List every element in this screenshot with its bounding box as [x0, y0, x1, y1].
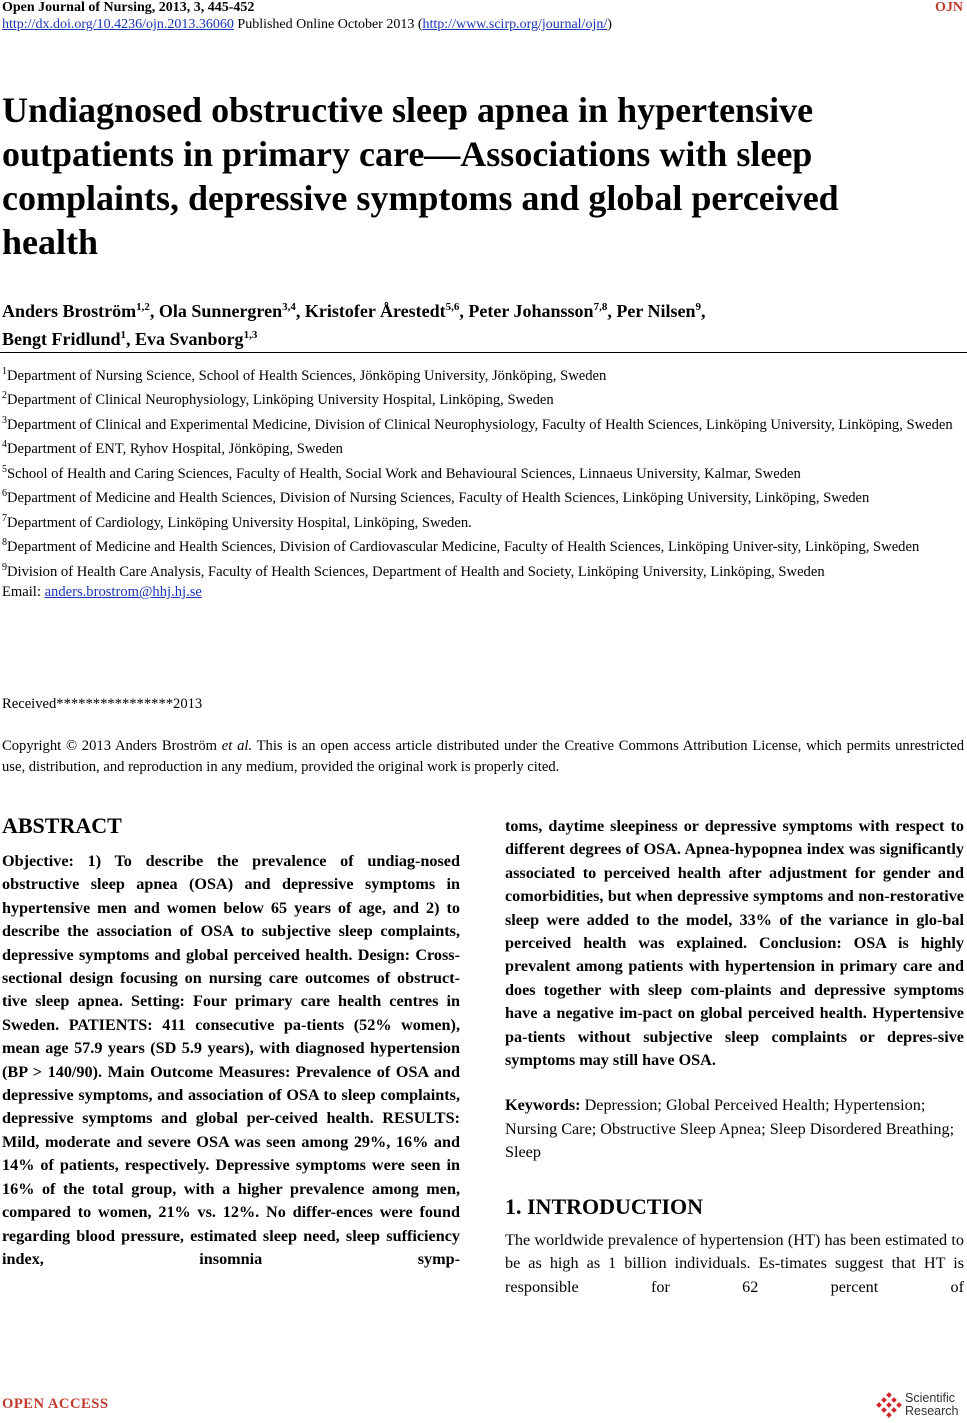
left-column: [2, 812, 460, 1271]
author-name: Anders Broström: [2, 301, 137, 321]
logo-mark-icon: [876, 1392, 902, 1418]
author-name: Ola Sunnergren: [158, 301, 283, 321]
email-label: Email:: [2, 584, 45, 601]
affiliations-block: [2, 362, 964, 603]
author-affiliation-ref: 1,3: [243, 329, 258, 341]
author-affiliation-ref: 3,4: [282, 301, 296, 313]
affiliation: $^4$Department of ENT, Ryhov Hospital, Jönköping, Sweden: [2, 439, 343, 458]
abstract-body-left: Objective: 1) To describe the prevalence of undiag-nosed obstructive sleep apnea (OSA) and depressive symptoms in hypertensive men and women below 65 years of age, and 2) to describe the association of OSA to subjective sleep complaints, depressive symptoms and global perceived health. Design: Cross-sectional design focusing on nursing care outcomes of obstruct-tive sleep apnea. Setting: Four primary care health centres in Sweden. PATIENTS: 411 consecutive pa-tients (52% women), mean age 57.9 years (SD 5.9 years), with diagnosed hypertension (BP > 140/90). Main Outcome Measures: Prevalence of OSA and depressive symptoms, and association of OSA to sleep complaints, depressive symptoms and global per-ceived health. RESULTS: Mild, moderate and severe OSA was seen among 29%, 16% and 14% of patients, respectively. Depressive symptoms were seen in 16% of the total group, with a higher prevalence among men, compared to women, 21% vs. 12%. No differ-ences were found regarding blood pressure, estimated sleep need, sleep sufficiency index, insomnia symp-: [2, 852, 460, 1268]
scientific-research-logo: [876, 1388, 966, 1422]
doi-link[interactable]: http://dx.doi.org/10.4236/ojn.2013.36060: [2, 17, 234, 32]
et-al: et al.: [221, 738, 253, 754]
affiliation: $^9$Division of Health Care Analysis, Faculty of Health Sciences, Department of Health and Society, Linköping University, Linköping, Sweden: [2, 561, 825, 580]
affiliation: $^3$Department of Clinical and Experimental Medicine, Division of Clinical Neurophysiology, Faculty of Health Sciences, Linköping University, Linköping, Sweden: [2, 414, 953, 433]
introduction-heading: 1. INTRODUCTION: [505, 1193, 704, 1219]
affiliation: $^1$Department of Nursing Science, School of Health Sciences, Jönköping University, Jönköping, Sweden: [2, 366, 607, 384]
journal-citation: Open Journal of Nursing, 2013, 3, 445-452: [2, 0, 255, 15]
author-list: Anders Broström$^{1,2}$, Ola Sunnergren$^{3,4}$, Kristofer Årestedt$^{5,6}$, Peter Johansson$^{7,8}$, Per Nilsen$^9$, Bengt Fridlund$^1$, Eva Svanborg$^{1,3}$: [2, 301, 706, 349]
title-divider: [0, 352, 967, 353]
published-text: Published Online October 2013 (: [233, 17, 423, 32]
keywords-text: Depression; Global Perceived Health; Hypertension; Nursing Care; Obstructive Sleep Apnea; Sleep Disordered Breathing; Sleep: [505, 1096, 955, 1162]
author-affiliation-ref: 1,2: [136, 301, 150, 313]
author-name: Eva Svanborg: [135, 329, 244, 349]
abstract-body-right: toms, daytime sleepiness or depressive symptoms with respect to different degrees of OSA. Apnea-hypopnea index was significantly associated to perceived health after adjustment for gender and comorbidities, but when depressive symptoms and non-restorative sleep were added to the model, 33% of the variance in glo-bal perceived health was explained. Conclusion: OSA is highly prevalent among patients with hypertension in primary care and does together with sleep com-plaints and depressive symptoms have a negative im-pact on global perceived health. Hypertensive pa-tients without subjective sleep complaints or depres-sive symptoms may still have OSA.: [505, 817, 964, 1070]
journal-url-link[interactable]: http://www.scirp.org/journal/ojn/: [422, 17, 608, 32]
title-line: complaints, depressive symptoms and global perceived: [2, 178, 839, 218]
email-line: [2, 582, 964, 603]
author-name: Kristofer Årestedt: [304, 301, 446, 321]
author-name: Per Nilsen: [616, 301, 696, 321]
paper-title: [2, 88, 902, 264]
keywords: [505, 1094, 964, 1164]
title-line: health: [2, 222, 99, 262]
title-line: outpatients in primary care—Associations with sleep: [2, 134, 813, 174]
received-date: Received****************2013: [2, 696, 203, 712]
introduction-text: The worldwide prevalence of hypertension (HT) has been estimated to be as high as 1 billion individuals. Es-timates suggest that HT is responsible for 62 percent of: [505, 1230, 964, 1296]
published-close: ): [607, 17, 612, 32]
author-affiliation-ref: 1: [120, 329, 127, 341]
journal-abbreviation: OJN: [935, 0, 963, 15]
author-affiliation-ref: 7,8: [593, 301, 608, 313]
affiliation: $^7$Department of Cardiology, Linköping University Hospital, Linköping, Sweden.: [2, 512, 472, 531]
logo-text: Scientific Research: [905, 1391, 959, 1418]
right-column: [505, 815, 964, 1299]
abstract-heading: ABSTRACT: [2, 813, 122, 838]
author-affiliation-ref: 5,6: [445, 301, 460, 313]
author-name: Peter Johansson: [468, 301, 594, 321]
affiliation: $^5$School of Health and Caring Sciences, Faculty of Health, Social Work and Behavioural Sciences, Linnaeus University, Kalmar, Sweden: [2, 463, 801, 482]
copyright-notice: Copyright © 2013 Anders Broström et al. This is an open access article distributed under the Creative Commons Attribution License, which permits unrestricted use, distribution, and reproduction in any medium, provided the original work is properly cited.: [2, 738, 965, 775]
publication-line: [2, 17, 612, 33]
email-link[interactable]: anders.brostrom@hhj.hj.se: [44, 584, 202, 601]
title-line: Undiagnosed obstructive sleep apnea in hypertensive: [2, 90, 814, 130]
author-affiliation-ref: 9: [695, 301, 701, 313]
open-access-label: OPEN ACCESS: [2, 1396, 109, 1412]
affiliation: $^6$Department of Medicine and Health Sciences, Division of Nursing Sciences, Faculty of Health Sciences, Linköping University, Linköping, Sweden: [2, 488, 870, 507]
keywords-label: Keywords:: [505, 1096, 581, 1115]
author-name: Bengt Fridlund: [2, 329, 121, 349]
affiliation: $^8$Department of Medicine and Health Sciences, Division of Cardiovascular Medicine, Faculty of Health Sciences, Linköping Univer-sity, Linköping, Sweden: [2, 537, 920, 556]
affiliation: $^2$Department of Clinical Neurophysiology, Linköping University Hospital, Linköping, Sweden: [2, 390, 554, 409]
